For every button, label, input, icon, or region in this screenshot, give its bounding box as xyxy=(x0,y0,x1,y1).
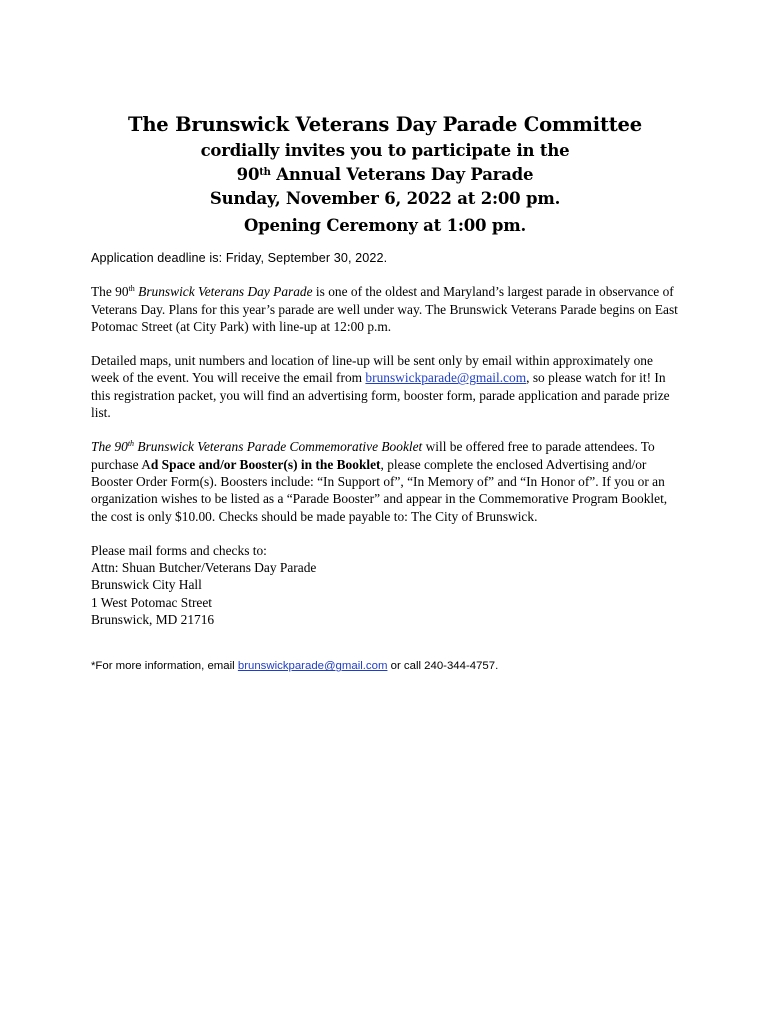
paragraph-about-parade xyxy=(91,283,681,335)
para3-text1: will be offered free to parade attendees. To purchase A xyxy=(91,439,655,472)
footnote-email-link[interactable]: brunswickparade@gmail.com xyxy=(237,660,388,673)
parade-name: Annual Veterans Day Parade xyxy=(270,165,534,184)
opening-ceremony-line: Opening Ceremony at 1:00 pm. xyxy=(243,216,527,235)
parade-name-line xyxy=(0,163,770,187)
para3-italic-rest: Brunswick Veterans Parade Commemorative Booklet xyxy=(134,439,423,455)
para3-bold: d Space and/or Booster(s) in the Booklet xyxy=(150,456,381,472)
para3-text2: , please complete the enclosed Advertising and/or Booster Order Form(s). Boosters include: “In Support of”, “In Memory of” and “In Honor of”. If you or an organization wishes to be listed as a “Parade Booster” and appear in the Commemorative Program Booklet, the cost is only $10.00. Checks should be made payable to: The City of Brunswick. xyxy=(91,456,668,524)
para2-start: Detailed maps, unit numbers and location of line-up will be sent only by email within approximately one week of the event. You will receive the email from xyxy=(91,353,653,386)
ordinal-suffix: th xyxy=(259,167,271,178)
para1-italic: Brunswick Veterans Day Parade xyxy=(134,284,313,300)
paragraph-booklet xyxy=(91,438,681,524)
para3-sup-text: th xyxy=(127,439,135,449)
mailing-street: 1 West Potomac Street xyxy=(91,594,213,610)
mailing-address xyxy=(91,542,681,628)
para1-rest: is one of the oldest and Maryland’s largest parade in observance of Veterans Day. Plans for this year’s parade are well under way. The Brunswick Veterans Parade begins on East Potomac Street (at City Park) with line-up at 12:00 p.m. xyxy=(91,284,678,334)
letter-body xyxy=(91,250,681,676)
invitation-heading xyxy=(0,111,770,238)
ordinal-number: 90 xyxy=(236,165,260,184)
mailing-intro: Please mail forms and checks to: xyxy=(91,542,267,558)
mailing-city: Brunswick, MD 21716 xyxy=(91,612,215,628)
para2-rest: , so please watch for it! In this registration packet, you will find an advertising form, booster form, parade application and parade prize list. xyxy=(91,370,670,421)
application-deadline: Application deadline is: Friday, September 30, 2022. xyxy=(91,251,388,265)
para1-sup: th xyxy=(128,284,135,294)
email-link[interactable]: brunswickparade@gmail.com xyxy=(365,370,527,386)
paragraph-maps-email xyxy=(91,352,681,421)
committee-title: The Brunswick Veterans Day Parade Committee xyxy=(128,113,642,136)
footnote-end: or call 240-344-4757. xyxy=(387,660,499,673)
para3-italic-start: The 90 xyxy=(91,439,128,455)
date-time-line: Sunday, November 6, 2022 at 2:00 pm. xyxy=(209,189,561,208)
invite-line: cordially invites you to participate in the xyxy=(200,141,570,160)
footnote-start: *For more information, email xyxy=(91,660,238,673)
mailing-attn: Attn: Shuan Butcher/Veterans Day Parade xyxy=(91,560,317,576)
footnote xyxy=(91,658,681,675)
mailing-building: Brunswick City Hall xyxy=(91,577,202,593)
para1-start: The 90 xyxy=(91,284,129,300)
